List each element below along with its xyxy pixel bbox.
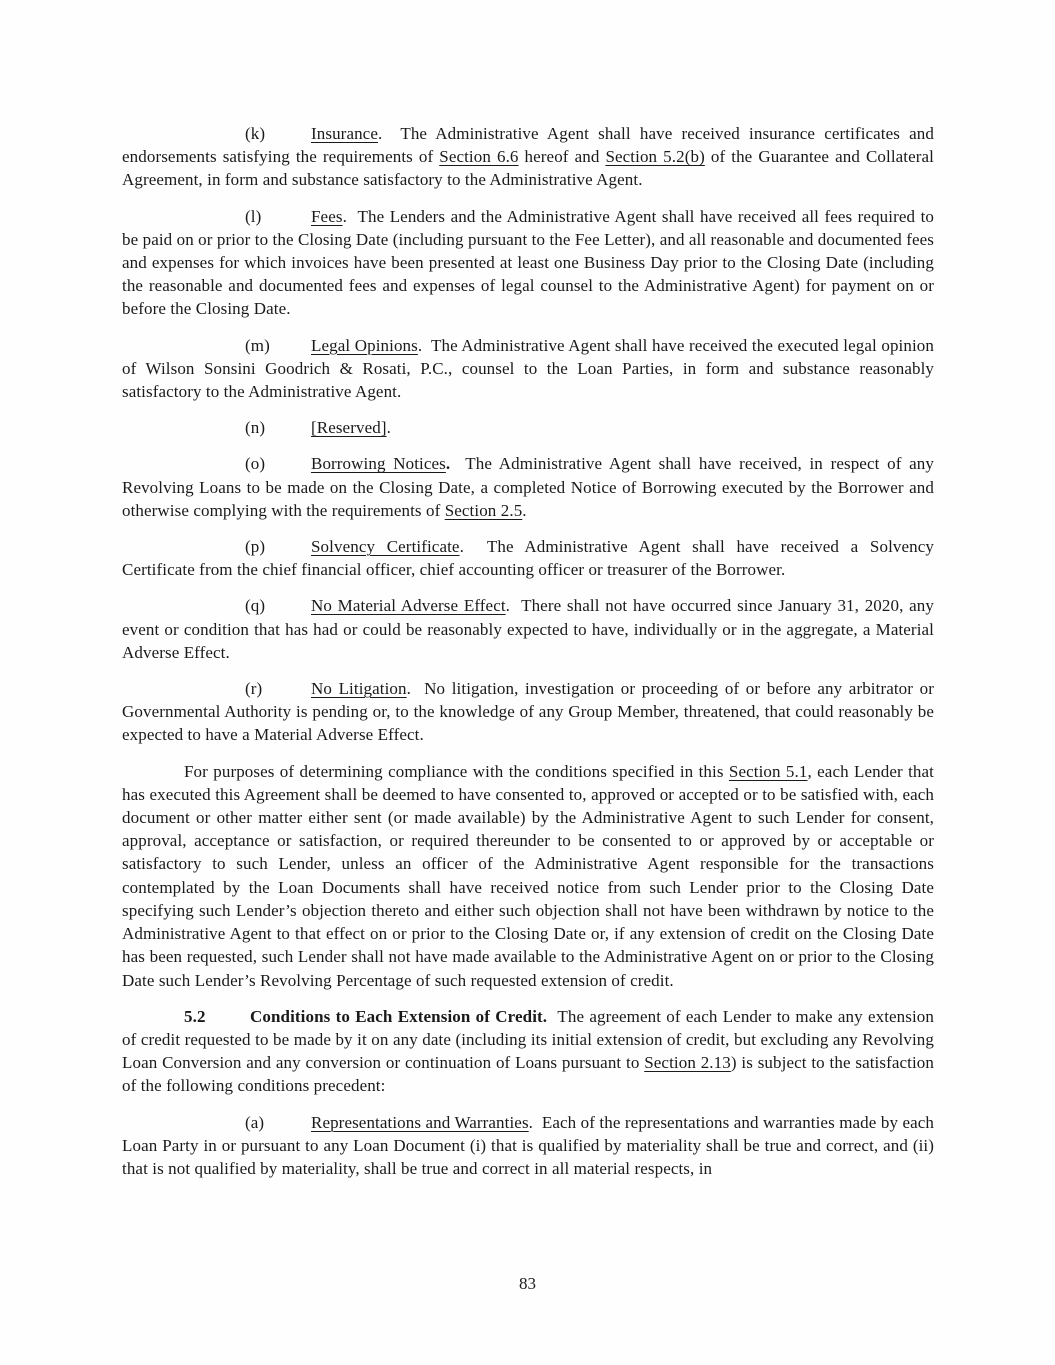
page-number: 83 (519, 1274, 536, 1293)
text-run: . (445, 454, 451, 474)
text-run: No Material Adverse Effect (311, 596, 506, 616)
text-run: . (386, 418, 391, 438)
text-run: . The Administrative Agent shall have received the executed legal opinion of Wilson Sonsini Goodrich & Rosati, P.C., counsel to the Loan Parties, in form and substance reasonably satisfactory to the Administrative Agent. (122, 335, 934, 402)
paragraph-item-a (122, 1111, 934, 1181)
text-run: Representations and Warranties (311, 1112, 529, 1132)
text-run: Section 6.6 (439, 147, 519, 167)
paragraph-item-m (122, 334, 934, 404)
text-run: . Each of the representations and warranties made by each Loan Party in or pursuant to any Loan Document (i) that is qualified by materiality shall be true and correct, and (ii) that is not qualified by materiality, shall be true and correct in all material respects, in (122, 1112, 935, 1178)
text-run: Section 2.13 (644, 1053, 731, 1073)
text-run: . The Administrative Agent shall have received a Solvency Certificate from the chief financial officer, chief accounting officer or treasurer of the Borrower. (122, 537, 934, 580)
text-run: For purposes of determining compliance with the conditions specified in this (184, 761, 729, 781)
paragraph-item-k (122, 122, 934, 192)
paragraph-item-n (122, 416, 934, 439)
paragraph-label-item-a: (a) (245, 1112, 265, 1132)
text-run: [Reserved] (311, 418, 387, 438)
text-run: . (522, 500, 527, 520)
paragraph-section-5-2 (122, 1005, 934, 1098)
text-run: Borrowing Notices (311, 454, 446, 474)
text-run: ) is subject to the satisfaction of the following conditions precedent: (122, 1053, 934, 1096)
paragraph-label-item-k: (k) (245, 124, 266, 143)
text-run: Section 5.1 (728, 761, 808, 781)
text-run: . The Administrative Agent shall have received insurance certificates and endorsements satisfying the requirements of (122, 124, 934, 167)
paragraph-label-section-5-2: 5.2 (184, 1006, 206, 1026)
text-run: . There shall not have occurred since January 31, 2020, any event or condition that has had or could be reasonably expected to have, individually or in the aggregate, a Material Adverse Effect. (122, 596, 934, 662)
text-run: Legal Opinions (311, 335, 418, 355)
text-run: No Litigation (311, 679, 407, 699)
paragraph-item-q (122, 594, 934, 664)
document-body (122, 122, 934, 1193)
text-run: . No litigation, investigation or proceeding of or before any arbitrator or Governmental Authority is pending or, to the knowledge of any Group Member, threatened, that could reasonably be expected to have a Material Adverse Effect. (122, 679, 935, 745)
text-run: Solvency Certificate (311, 537, 460, 557)
text-run: Section 5.2(b) (605, 147, 705, 167)
text-run: The Administrative Agent shall have received, in respect of any Revolving Loans to be made on the Closing Date, a completed Notice of Borrowing executed by the Borrower and otherwise complying with the requirements of (122, 454, 934, 520)
paragraph-compliance (122, 760, 934, 992)
paragraph-label-item-m: (m) (245, 335, 270, 355)
paragraph-label-item-n: (n) (245, 418, 266, 438)
text-run: hereof and (518, 147, 606, 167)
paragraph-item-o (122, 452, 934, 522)
paragraph-label-item-r: (r) (245, 679, 263, 699)
text-run: The agreement of each Lender to make any extension of credit requested to be made by it on any date (including its initial extension of credit, but excluding any Revolving Loan Conversion and any conversion or continuation of Loans pursuant to (122, 1006, 934, 1073)
paragraph-label-item-l: (l) (245, 206, 262, 226)
paragraph-item-l (122, 205, 934, 321)
text-run: , each Lender that has executed this Agreement shall be deemed to have consented to, approved or accepted or to be satisfied with, each document or other matter either sent (or made available) by the Administrative Agent to such Lender for consent, approval, acceptance or satisfaction, or required thereunder to be consented to or approved by or acceptable or satisfactory to such Lender, unless an officer of the Administrative Agent responsible for the transactions contemplated by the Loan Documents shall have received notice from such Lender prior to the Closing Date specifying such Lender’s objection thereto and either such objection shall not have been withdrawn by notice to the Administrative Agent to that effect on or prior to the Closing Date or, if any extension of credit on the Closing Date has been requested, such Lender shall not have made available to the Administrative Agent on or prior to the Closing Date such Lender’s Revolving Percentage of such requested extension of credit. (122, 761, 934, 990)
text-run: Fees (311, 206, 343, 226)
text-run: . The Lenders and the Administrative Agent shall have received all fees required to be paid on or prior to the Closing Date (including pursuant to the Fee Letter), and all reasonable and documented fees and expenses for which invoices have been presented at least one Business Day prior to the Closing Date (including the reasonable and documented fees and expenses of legal counsel to the Administrative Agent) for payment on or before the Closing Date. (122, 206, 934, 319)
text-run: Conditions to Each Extension of Credit. (250, 1006, 548, 1026)
paragraph-label-item-p: (p) (245, 537, 266, 557)
text-run: Section 2.5 (444, 500, 523, 520)
text-run: of the Guarantee and Collateral Agreement, in form and substance satisfactory to the Administrative Agent. (122, 147, 934, 190)
paragraph-label-item-q: (q) (245, 596, 266, 616)
paragraph-item-p (122, 535, 934, 581)
paragraph-label-item-o: (o) (245, 454, 266, 474)
text-run: Insurance (311, 124, 378, 143)
paragraph-item-r (122, 677, 934, 747)
